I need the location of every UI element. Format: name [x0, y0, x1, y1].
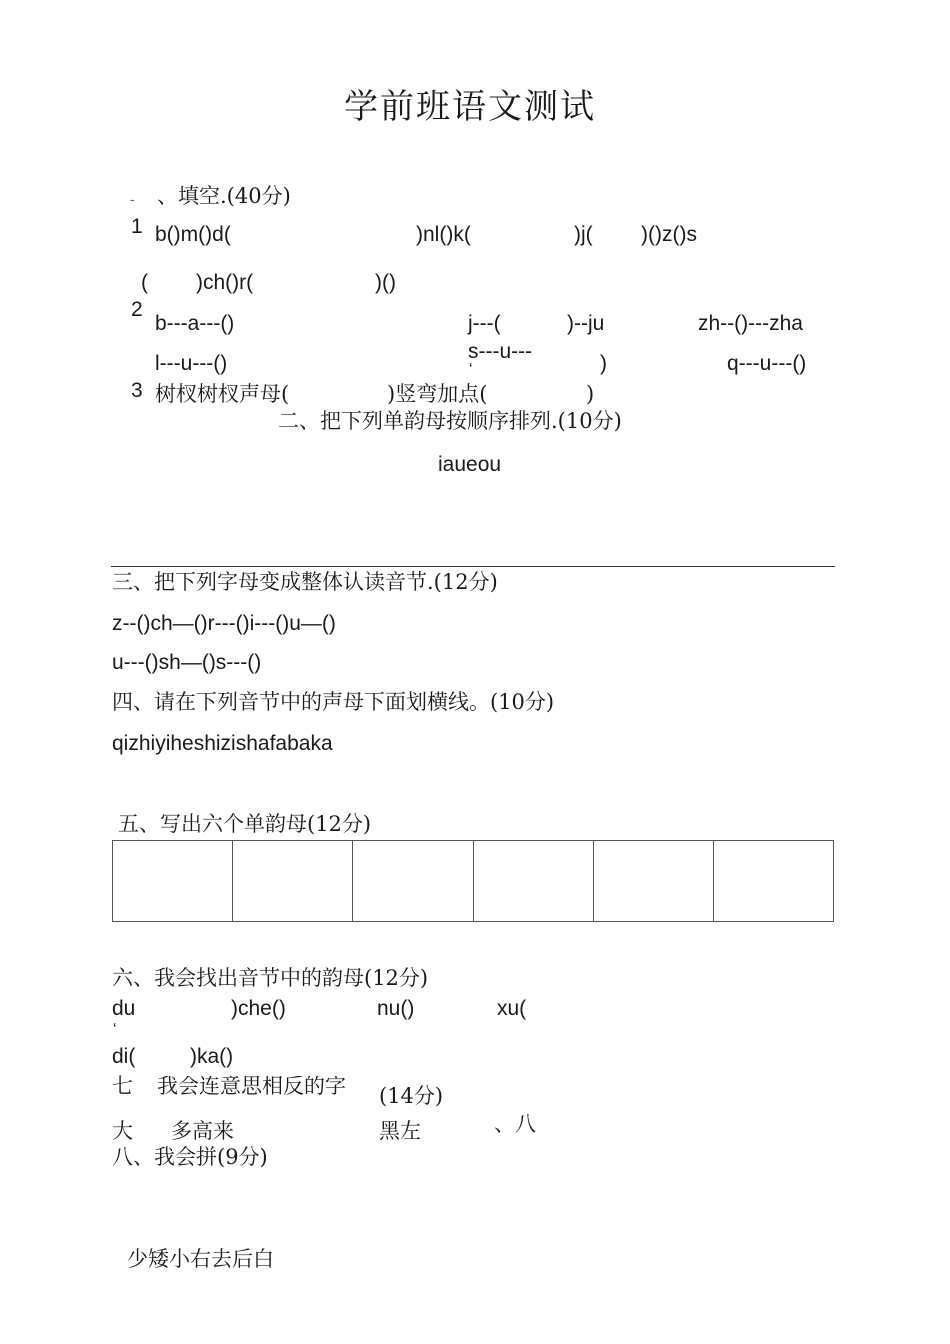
section-7-number: 七	[112, 1074, 133, 1098]
answer-grid	[112, 840, 834, 922]
section-6-heading: 六、我会找出音节中的韵母(12分)	[112, 966, 429, 990]
s7-word-3: 黑左	[379, 1119, 421, 1143]
answer-cell[interactable]	[353, 841, 473, 921]
answer-cell[interactable]	[594, 841, 714, 921]
section-5-heading: 五、写出六个单韵母(12分)	[118, 812, 372, 836]
s7-word-4: 、八	[494, 1114, 536, 1136]
answer-cell[interactable]	[714, 841, 833, 921]
section-3-heading: 三、把下列字母变成整体认读音节.(12分)	[112, 570, 498, 594]
section-2-heading: 二、把下列单韵母按顺序排列.(10分)	[278, 409, 622, 433]
q3-middle: )竖弯加点(	[387, 382, 488, 406]
q2-part-f: s---u---	[468, 340, 533, 363]
section-4-syllables: qizhiyiheshizishafabaka	[112, 732, 333, 755]
s7-word-1: 大	[112, 1119, 133, 1143]
s6-item-e: di(	[112, 1045, 136, 1068]
q2-part-e: l---u---()	[155, 352, 228, 375]
section-2-letters: iaueou	[438, 453, 502, 476]
question-3-number: 3	[131, 379, 143, 402]
q2-tick: ‘	[469, 361, 473, 378]
answer-cell[interactable]	[233, 841, 353, 921]
q1-part-g: )()	[375, 271, 396, 294]
question-1-number: 1	[131, 215, 143, 238]
q2-part-g: )	[600, 352, 607, 375]
s6-item-d: xu(	[497, 997, 527, 1020]
q2-part-h: q---u---()	[727, 352, 807, 375]
section-dash: -	[130, 191, 135, 207]
s6-item-b: )che()	[231, 997, 286, 1020]
q1-part-f: )ch()r(	[196, 271, 254, 294]
section-7-score: (14分)	[379, 1084, 444, 1108]
section-1-heading: 、填空.(40分)	[157, 184, 291, 208]
q1-part-c: )j(	[574, 223, 593, 246]
section-3-line-2: u---()sh—()s---()	[112, 651, 262, 674]
section-8-words: 少矮小右去后白	[127, 1247, 274, 1271]
q3-text: 树杈树杈声母(	[155, 382, 290, 406]
answer-cell[interactable]	[474, 841, 594, 921]
section-7-heading: 我会连意思相反的字	[157, 1076, 346, 1098]
q2-part-d: zh--()---zha	[698, 312, 803, 335]
s7-word-2: 多高来	[171, 1119, 234, 1143]
section-4-heading: 四、请在下列音节中的声母下面划横线。(10分)	[112, 690, 555, 714]
section-3-line-1: z--()ch—()r---()i---()u—()	[112, 612, 336, 635]
q2-part-a: b---a---()	[155, 312, 235, 335]
q1-part-d: )()z()s	[641, 223, 697, 246]
s6-tick: ‘	[113, 1021, 117, 1038]
s6-item-a: du	[112, 997, 136, 1020]
q2-part-b: j---(	[468, 312, 501, 335]
page-title: 学前班语文测试	[344, 87, 596, 127]
q2-part-c: )--ju	[567, 312, 605, 335]
divider-line	[111, 566, 835, 567]
s6-item-f: )ka()	[190, 1045, 234, 1068]
q3-end: )	[586, 382, 595, 406]
q1-part-b: )nl()k(	[416, 223, 471, 246]
s6-item-c: nu()	[377, 997, 415, 1020]
q1-part-a: b()m()d(	[155, 223, 231, 246]
answer-cell[interactable]	[113, 841, 233, 921]
question-2-number: 2	[131, 298, 143, 321]
q1-part-e: (	[141, 271, 148, 294]
section-8-heading: 八、我会拼(9分)	[112, 1145, 268, 1169]
